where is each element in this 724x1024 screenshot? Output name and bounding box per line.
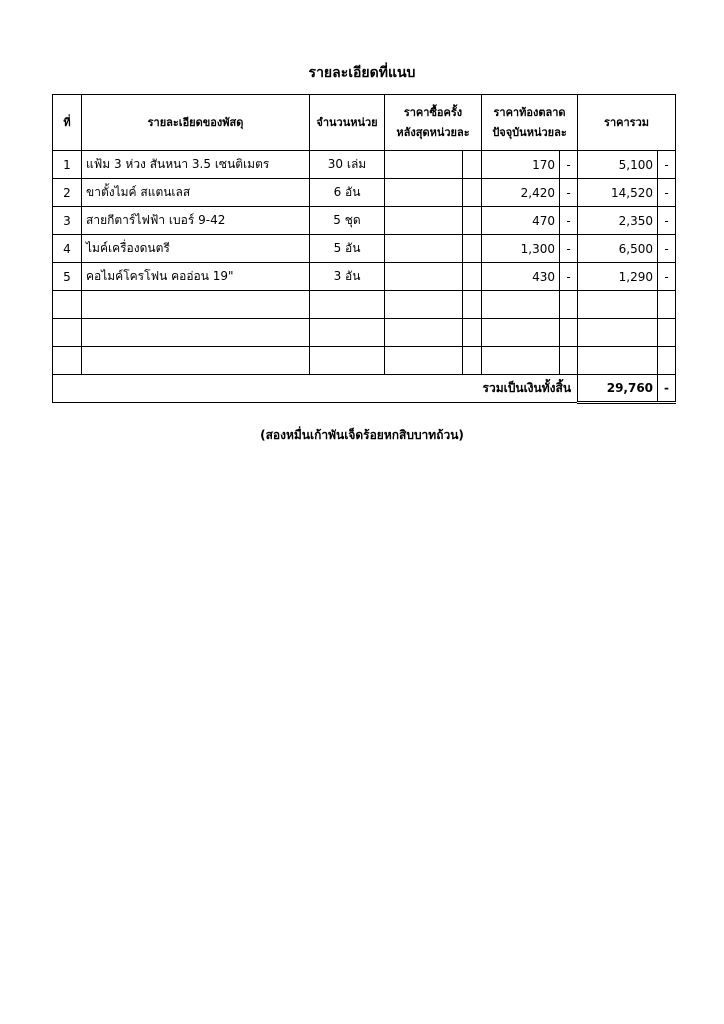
row-total-dash	[658, 319, 676, 347]
row-no	[53, 319, 82, 347]
table-row	[53, 235, 676, 263]
row-description	[82, 347, 310, 375]
header-description: รายละเอียดของพัสดุ	[82, 95, 310, 151]
table-row	[53, 207, 676, 235]
row-quantity: 30 เล่ม	[310, 151, 385, 179]
row-no: 5	[53, 263, 82, 291]
row-last-price	[385, 291, 463, 319]
row-market-price-dash: -	[560, 263, 578, 291]
document-title: รายละเอียดที่แนบ	[308, 65, 416, 81]
table-row	[53, 319, 676, 347]
row-total-dash: -	[658, 207, 676, 235]
row-total-dash: -	[658, 235, 676, 263]
row-last-price-dash	[463, 291, 482, 319]
header-quantity: จำนวนหน่วย	[310, 95, 385, 151]
row-last-price	[385, 207, 463, 235]
row-total	[578, 319, 658, 347]
table-row	[53, 291, 676, 319]
header-last-price	[385, 95, 482, 151]
row-total	[578, 291, 658, 319]
row-market-price: 2,420	[482, 179, 560, 207]
row-market-price	[482, 347, 560, 375]
row-quantity	[310, 319, 385, 347]
row-description: คอไมค์โครโฟน คออ่อน 19"	[82, 263, 310, 291]
row-no	[53, 347, 82, 375]
row-market-price-dash: -	[560, 179, 578, 207]
table-row	[53, 347, 676, 375]
row-quantity	[310, 347, 385, 375]
header-no: ที่	[53, 95, 82, 151]
row-last-price	[385, 151, 463, 179]
row-description: แฟ้ม 3 ห่วง สันหนา 3.5 เซนติเมตร	[82, 151, 310, 179]
row-quantity: 6 อัน	[310, 179, 385, 207]
row-market-price-dash: -	[560, 235, 578, 263]
row-no: 1	[53, 151, 82, 179]
row-last-price-dash	[463, 347, 482, 375]
header-market-price-line1: ราคาท้องตลาด	[493, 105, 566, 119]
row-market-price-dash	[560, 319, 578, 347]
header-last-price-line1: ราคาซื้อครั้ง	[403, 105, 463, 119]
items-table	[52, 94, 676, 404]
row-market-price-dash	[560, 291, 578, 319]
grand-total-dash: -	[658, 375, 676, 403]
header-total-price: ราคารวม	[578, 95, 676, 151]
row-total: 5,100	[578, 151, 658, 179]
row-last-price	[385, 235, 463, 263]
row-market-price-dash: -	[560, 151, 578, 179]
row-total-dash: -	[658, 151, 676, 179]
row-market-price: 430	[482, 263, 560, 291]
row-last-price	[385, 263, 463, 291]
row-market-price-dash	[560, 347, 578, 375]
row-total: 14,520	[578, 179, 658, 207]
header-market-price	[482, 95, 578, 151]
grand-total-row	[53, 375, 676, 403]
row-total-dash: -	[658, 263, 676, 291]
row-total: 2,350	[578, 207, 658, 235]
row-market-price	[482, 291, 560, 319]
row-last-price-dash	[463, 179, 482, 207]
row-description: ไมค์เครื่องดนตรี	[82, 235, 310, 263]
table-row	[53, 179, 676, 207]
row-description: ขาตั้งไมค์ สแตนเลส	[82, 179, 310, 207]
row-quantity	[310, 291, 385, 319]
row-quantity: 3 อัน	[310, 263, 385, 291]
row-total-dash: -	[658, 179, 676, 207]
row-quantity: 5 ชุด	[310, 207, 385, 235]
row-total	[578, 347, 658, 375]
table-header-row	[53, 95, 676, 151]
row-description	[82, 291, 310, 319]
row-total: 1,290	[578, 263, 658, 291]
row-no: 4	[53, 235, 82, 263]
grand-total-label: รวมเป็นเงินทั้งสิ้น	[53, 375, 578, 403]
table-row	[53, 151, 676, 179]
row-description	[82, 319, 310, 347]
row-market-price: 1,300	[482, 235, 560, 263]
row-last-price-dash	[463, 263, 482, 291]
row-market-price: 470	[482, 207, 560, 235]
row-last-price-dash	[463, 319, 482, 347]
header-market-price-line2: ปัจจุบันหน่วยละ	[492, 125, 567, 139]
row-description: สายกีตาร์ไฟฟ้า เบอร์ 9-42	[82, 207, 310, 235]
row-last-price	[385, 319, 463, 347]
row-last-price-dash	[463, 235, 482, 263]
row-last-price	[385, 347, 463, 375]
grand-total-value: 29,760	[578, 375, 658, 403]
amount-in-words: (สองหมื่นเก้าพันเจ็ดร้อยหกสิบบาทถ้วน)	[260, 428, 464, 442]
row-market-price	[482, 319, 560, 347]
row-last-price-dash	[463, 207, 482, 235]
row-market-price-dash: -	[560, 207, 578, 235]
row-quantity: 5 อัน	[310, 235, 385, 263]
row-no: 3	[53, 207, 82, 235]
row-total: 6,500	[578, 235, 658, 263]
row-no: 2	[53, 179, 82, 207]
row-no	[53, 291, 82, 319]
row-last-price	[385, 179, 463, 207]
row-market-price: 170	[482, 151, 560, 179]
header-last-price-line2: หลังสุดหน่วยละ	[396, 125, 470, 139]
row-total-dash	[658, 291, 676, 319]
table-row	[53, 263, 676, 291]
row-last-price-dash	[463, 151, 482, 179]
row-total-dash	[658, 347, 676, 375]
